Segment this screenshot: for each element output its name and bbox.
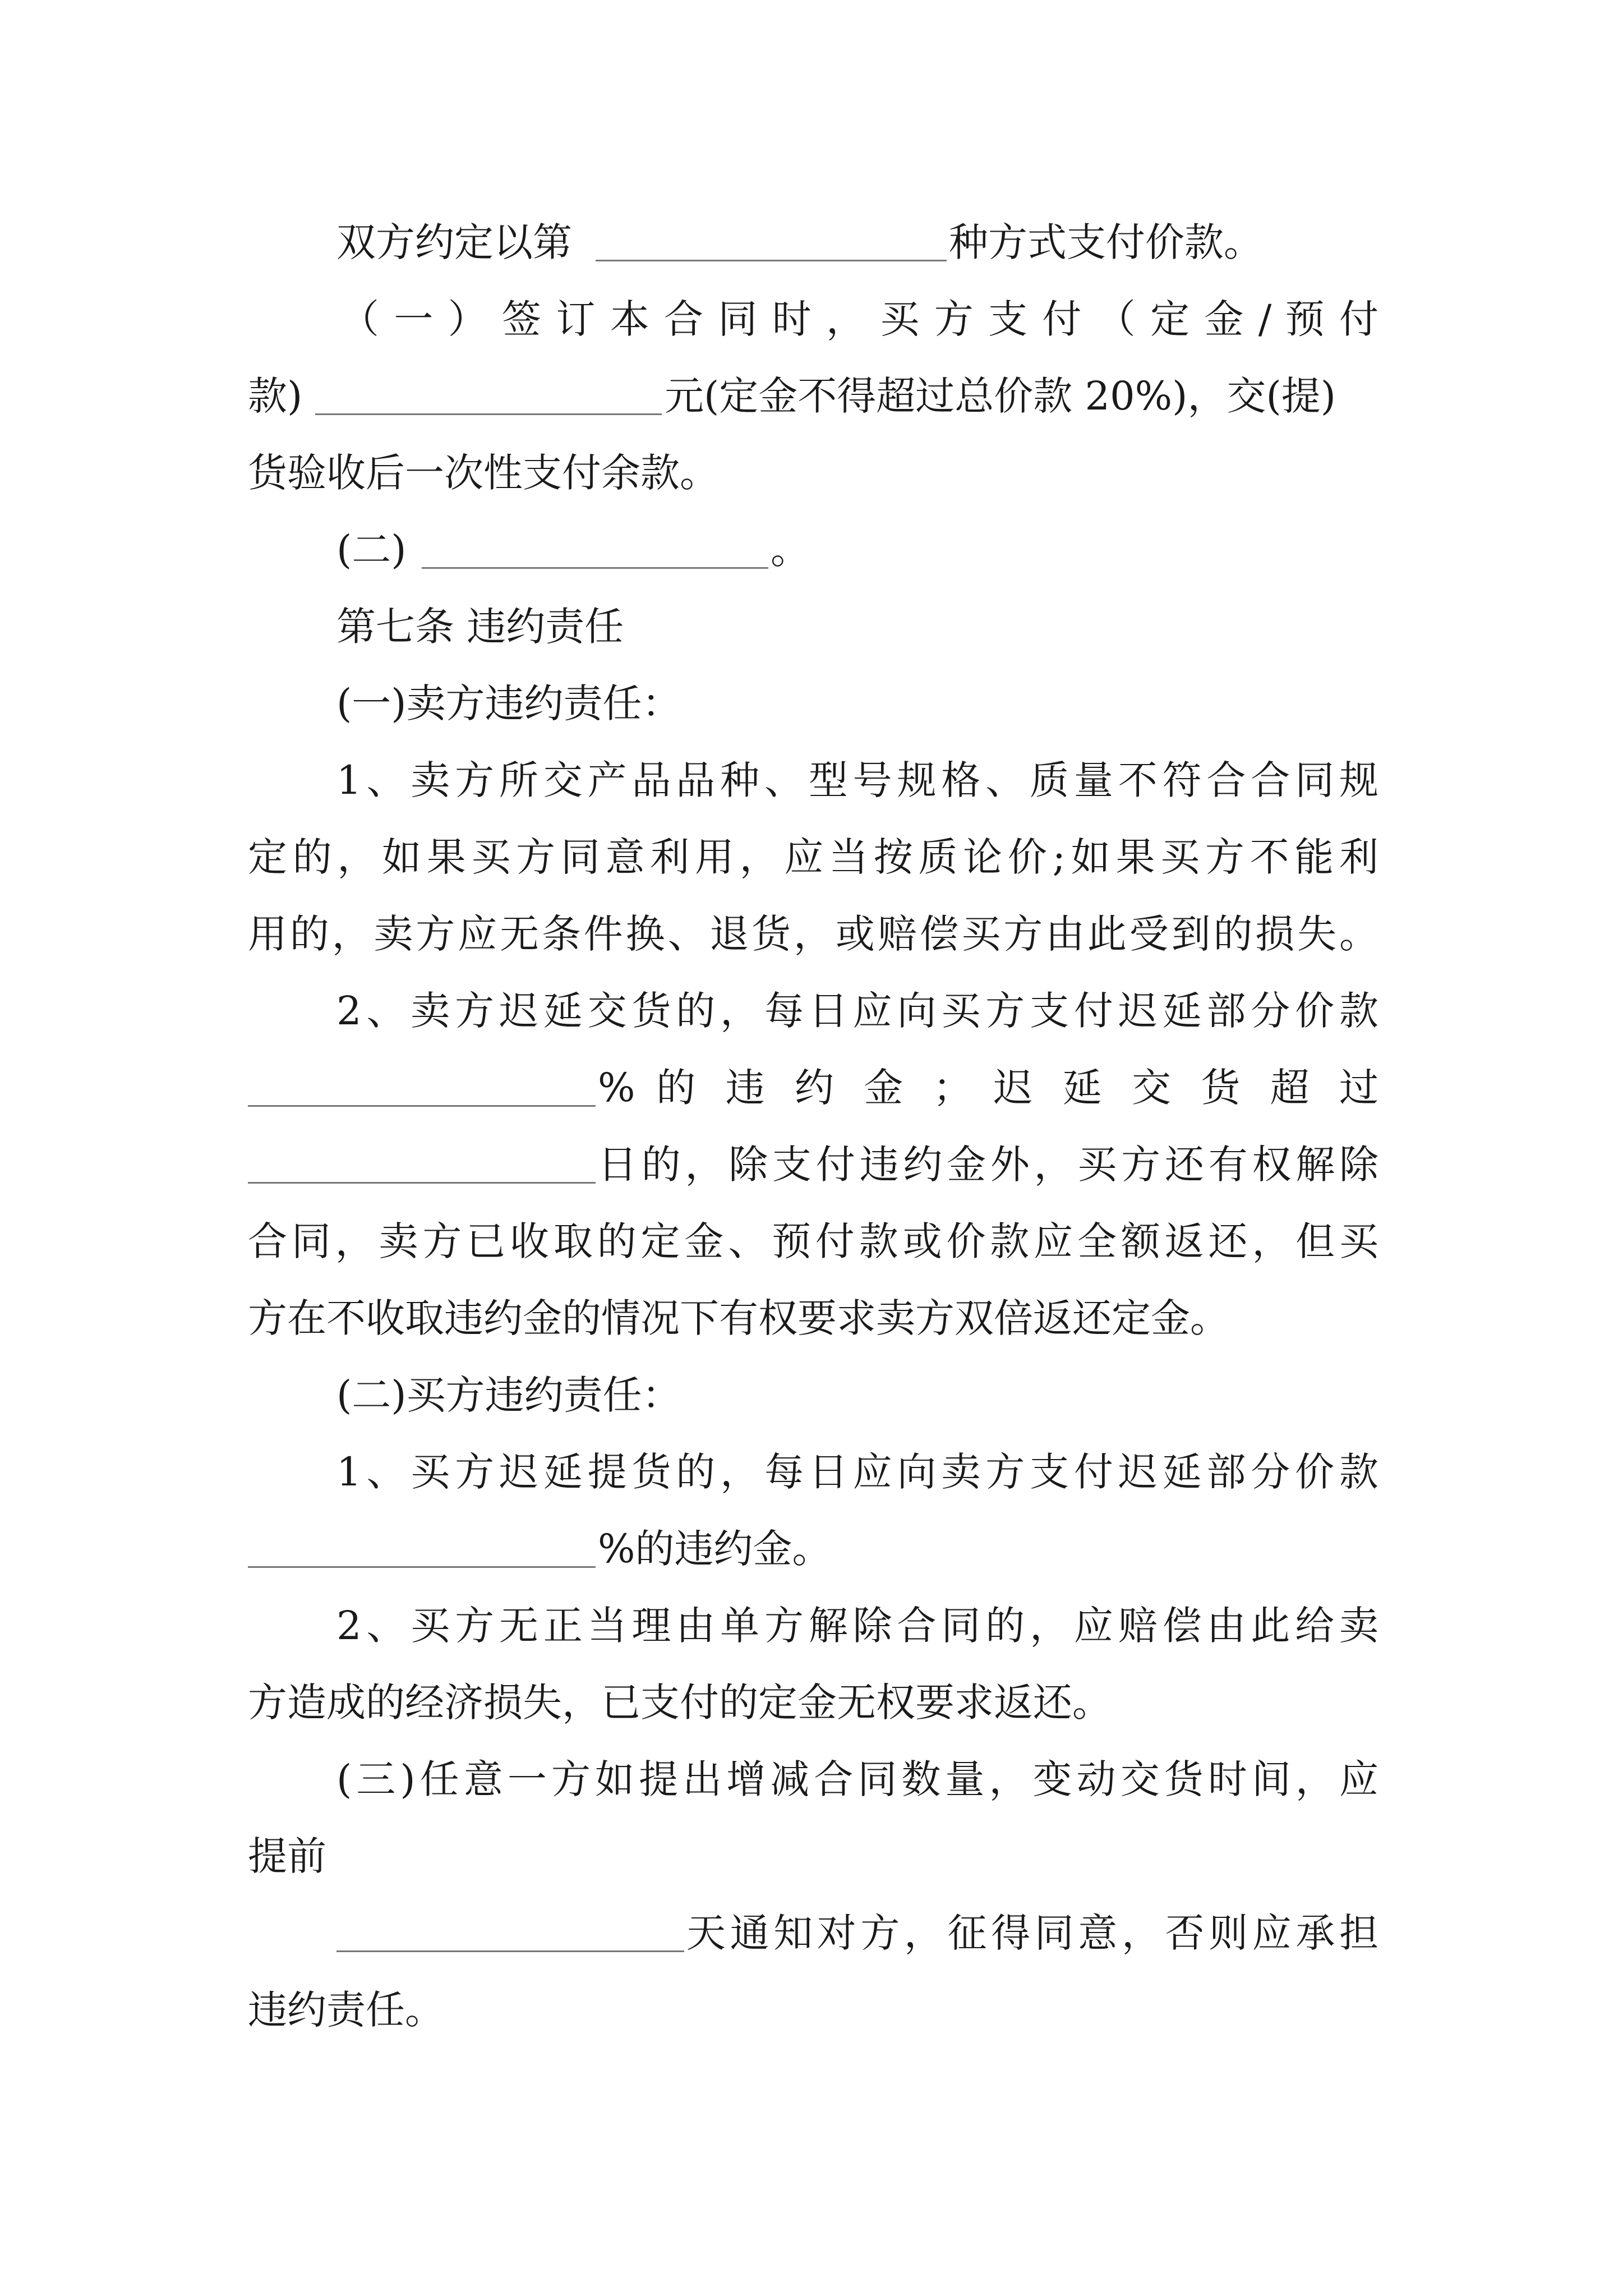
- text-segment: 种方式支付价款。: [949, 219, 1263, 265]
- text-line: [0, 1899, 1623, 1967]
- text-line: [0, 1054, 1623, 1121]
- text-line: [0, 362, 1623, 430]
- text-line: [0, 1131, 1623, 1198]
- text-line: [0, 286, 1623, 353]
- text-line: [0, 1976, 1623, 2044]
- text-line: [0, 1438, 1623, 1506]
- text-segment: (三)任意一方如提出增减合同数量，变动交货时间，应: [336, 1756, 1378, 1802]
- fill-in-blank: [248, 1054, 596, 1121]
- text-segment: 合同，卖方已收取的定金、预付款或价款应全额返还，但买: [248, 1218, 1378, 1264]
- text-line: [0, 439, 1623, 507]
- text-segment: 方在不收取违约金的情况下有权要求卖方双倍返还定金。: [248, 1295, 1229, 1341]
- fill-in-blank: [422, 516, 768, 583]
- text-segment: 双方约定以第: [336, 219, 572, 265]
- text-segment: 定的，如果买方同意利用，应当按质论价;如果买方不能利: [248, 834, 1378, 880]
- text-segment: 款): [248, 373, 303, 419]
- text-segment: 第七条 违约责任: [336, 604, 624, 650]
- text-line: [0, 977, 1623, 1045]
- text-line: [0, 1515, 1623, 1582]
- text-segment: %的违约金。: [598, 1526, 832, 1572]
- text-line: [0, 747, 1623, 814]
- text-line: [0, 1823, 1623, 1890]
- text-segment: 提前: [248, 1833, 326, 1879]
- fill-in-blank: [336, 1899, 684, 1967]
- text-line: [0, 900, 1623, 968]
- text-line: [0, 823, 1623, 891]
- text-segment: 方造成的经济损失，已支付的定金无权要求返还。: [248, 1680, 1112, 1726]
- text-segment: 。: [771, 527, 810, 573]
- text-line: [0, 1746, 1623, 1813]
- text-line: [0, 1592, 1623, 1659]
- text-line: [0, 1285, 1623, 1352]
- text-line: [0, 1669, 1623, 1736]
- text-segment: 元(定金不得超过总价款 20%)，交(提): [665, 373, 1336, 419]
- section-heading: [0, 593, 1623, 660]
- fill-in-blank: [248, 1131, 596, 1198]
- text-segment: (二)买方违约责任：: [336, 1372, 681, 1418]
- text-segment: 1、买方迟延提货的，每日应向卖方支付迟延部分价款: [336, 1449, 1378, 1495]
- text-segment: 天通知对方，征得同意，否则应承担: [686, 1910, 1378, 1956]
- text-line: [0, 1361, 1623, 1429]
- text-segment: 用的，卖方应无条件换、退货，或赔偿买方由此受到的损失。: [248, 911, 1378, 957]
- fill-in-blank: [315, 362, 662, 430]
- fill-in-blank: [596, 209, 947, 276]
- text-line: [0, 670, 1623, 737]
- text-segment: 2、卖方迟延交货的，每日应向买方支付迟延部分价款: [336, 988, 1378, 1034]
- text-segment: （ 一 ） 签 订 本 合 同 时 ， 买 方 支 付 （ 定 金 / 预 付: [340, 296, 1378, 342]
- text-segment: 1、卖方所交产品品种、型号规格、质量不符合合同规: [336, 757, 1378, 803]
- text-line: [0, 209, 1623, 276]
- text-segment: 违约责任。: [248, 1987, 444, 2033]
- fill-in-blank: [248, 1515, 596, 1582]
- text-segment: (一)卖方违约责任：: [336, 680, 681, 726]
- text-segment: % 的 违 约 金 ； 迟 延 交 货 超 过: [598, 1065, 1378, 1111]
- text-line: [0, 1208, 1623, 1275]
- text-segment: 货验收后一次性支付余款。: [248, 450, 719, 496]
- text-line: [0, 516, 1623, 583]
- text-segment: (二): [336, 527, 407, 573]
- text-segment: 2、买方无正当理由单方解除合同的，应赔偿由此给卖: [336, 1603, 1378, 1649]
- text-segment: 日的，除支付违约金外，买方还有权解除: [598, 1142, 1378, 1188]
